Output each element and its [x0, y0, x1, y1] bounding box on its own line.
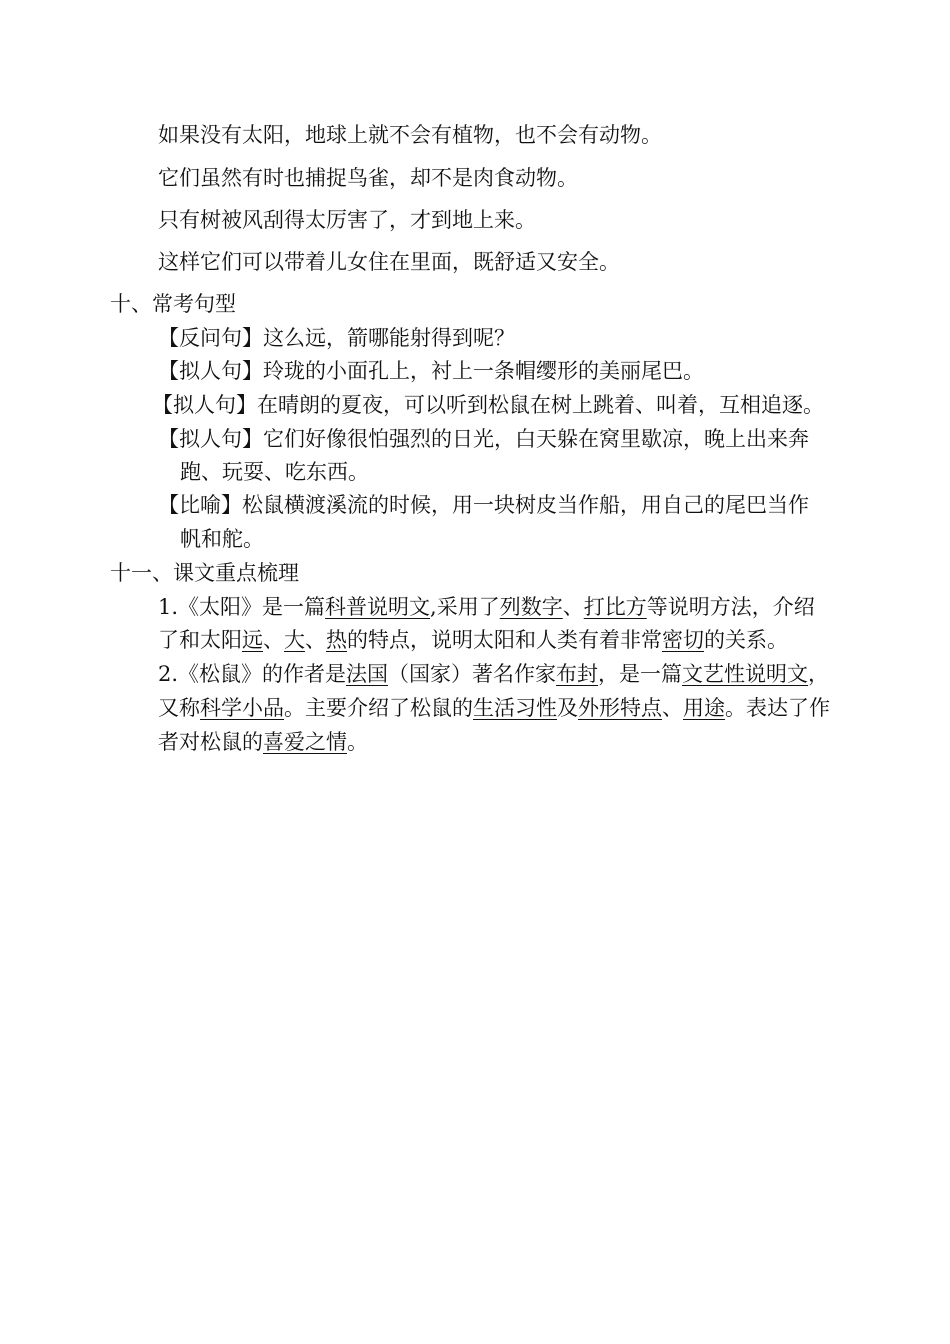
sentence-4: 这样它们可以带着儿女住在里面，既舒适又安全。 [158, 250, 620, 274]
text-run: 。 [347, 730, 368, 754]
text-run: ,采用了 [430, 595, 500, 619]
underlined-key-term: 远 [242, 628, 263, 652]
pattern-item-continuation: 帆和舵。 [180, 527, 264, 551]
text-run: 者对松鼠的 [158, 730, 263, 754]
pattern-item-continuation: 跑、玩耍、吃东西。 [180, 460, 369, 484]
underlined-key-term: 外形特点 [578, 696, 662, 720]
text-run: （国家）著名作家 [388, 662, 557, 686]
pattern-text: 在晴朗的夏夜，可以听到松鼠在树上跳着、叫着，互相追逐。 [257, 393, 824, 417]
underlined-key-term: 法国 [346, 662, 389, 686]
sentence-3: 只有树被风刮得太厉害了，才到地上来。 [158, 208, 536, 232]
pattern-text: 它们好像很怕强烈的日光，白天躲在窝里歇凉，晚上出来奔 [263, 427, 809, 451]
text-run: 、 [305, 628, 326, 652]
underlined-key-term: 打比方 [583, 595, 647, 619]
underlined-key-term: 热 [326, 628, 347, 652]
underlined-key-term: 布封 [556, 662, 599, 686]
summary-1-line-1 [158, 592, 815, 622]
underlined-key-term: 用途 [683, 696, 725, 720]
summary-1-line-2 [158, 625, 788, 655]
pattern-item [158, 356, 704, 386]
underlined-key-term: 大 [284, 628, 305, 652]
text-run: ， [808, 662, 830, 686]
pattern-text: 这么远，箭哪能射得到呢？ [263, 326, 515, 350]
sentence-1: 如果没有太阳，地球上就不会有植物，也不会有动物。 [158, 123, 662, 147]
pattern-item [158, 323, 515, 353]
pattern-tag: 【拟人句】 [152, 393, 257, 417]
underlined-key-term: 密切 [662, 628, 704, 652]
text-run: 等说明方法，介绍 [646, 595, 815, 619]
section-10-heading: 十、常考句型 [110, 292, 236, 316]
pattern-item [158, 490, 809, 520]
text-run: 、 [662, 696, 683, 720]
underlined-key-term: 科普说明文 [325, 595, 431, 619]
pattern-text: 玲珑的小面孔上，衬上一条帽缨形的美丽尾巴。 [263, 359, 704, 383]
underlined-key-term: 生活习性 [473, 696, 557, 720]
pattern-item [152, 390, 824, 420]
text-run: 。表达了作 [725, 696, 830, 720]
text-run: 的特点，说明太阳和人类有着非常 [347, 628, 662, 652]
text-run: 了和太阳 [158, 628, 242, 652]
pattern-text: 松鼠横渡溪流的时候，用一块树皮当作船，用自己的尾巴当作 [242, 493, 809, 517]
summary-2-line-3 [158, 727, 368, 757]
sentence-2: 它们虽然有时也捕捉鸟雀，却不是肉食动物。 [158, 166, 578, 190]
text-run: 、 [562, 595, 584, 619]
underlined-key-term: 科学小品 [200, 696, 284, 720]
summary-2-line-1 [158, 659, 829, 689]
underlined-key-term: 列数字 [499, 595, 563, 619]
pattern-tag: 【拟人句】 [158, 427, 263, 451]
text-run: 1.《太阳》是一篇 [158, 595, 326, 619]
section-11-heading: 十一、课文重点梳理 [110, 561, 299, 585]
pattern-item [158, 424, 809, 454]
pattern-tag: 【比喻】 [158, 493, 242, 517]
text-run: 。主要介绍了松鼠的 [284, 696, 473, 720]
text-run: 2.《松鼠》的作者是 [158, 662, 347, 686]
summary-2-line-2 [158, 693, 830, 723]
text-run: ，是一篇 [598, 662, 683, 686]
underlined-key-term: 喜爱之情 [263, 730, 347, 754]
pattern-tag: 【拟人句】 [158, 359, 263, 383]
text-run: 及 [557, 696, 578, 720]
text-run: 又称 [158, 696, 200, 720]
text-run: 、 [263, 628, 284, 652]
pattern-tag: 【反问句】 [158, 326, 263, 350]
text-run: 的关系。 [704, 628, 788, 652]
underlined-key-term: 文艺性说明文 [682, 662, 809, 686]
